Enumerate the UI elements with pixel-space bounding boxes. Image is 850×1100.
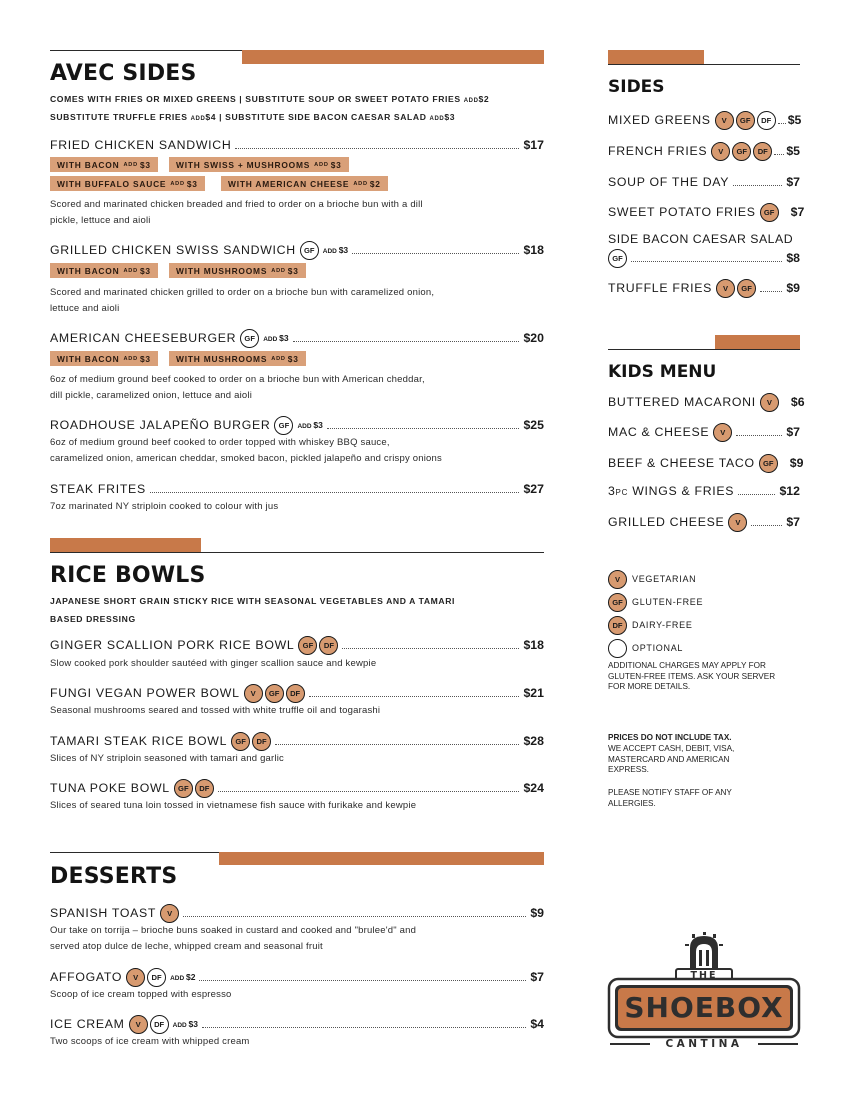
side-item-row2 (608, 248, 800, 268)
item-name: TAMARI STEAK RICE BOWL (50, 734, 228, 748)
accent-bar (219, 852, 544, 865)
dot-leader (738, 494, 775, 495)
gluten-free-badge: GF (608, 593, 627, 612)
dot-leader (631, 261, 782, 262)
item-price: $25 (523, 418, 544, 432)
item-price: $18 (523, 243, 544, 257)
vegetarian-badge: V (129, 1015, 148, 1034)
logo-shoebox: SHOEBOX (624, 991, 784, 1024)
dot-leader (780, 466, 788, 467)
dot-leader (327, 428, 520, 429)
menu-item (50, 685, 544, 701)
item-price: $24 (523, 781, 544, 795)
addon-chip: WITH BACON ADD $3 (50, 351, 158, 366)
item-name: ICE CREAM (50, 1017, 125, 1031)
item-price: $21 (523, 686, 544, 700)
add-label: ADD $3 (172, 1019, 198, 1029)
side-item (608, 280, 800, 296)
item-name: FRIED CHICKEN SANDWICH (50, 138, 232, 152)
item-name: SWEET POTATO FRIES (608, 205, 756, 219)
dot-leader (352, 253, 519, 254)
side-item (608, 112, 800, 128)
dairy-free-badge: DF (150, 1015, 169, 1034)
gluten-free-badge: GF (274, 416, 293, 435)
accent-bar (242, 50, 544, 64)
addon-chip: WITH AMERICAN CHEESE ADD $2 (221, 176, 388, 191)
dot-leader (199, 980, 526, 981)
menu-item (50, 905, 544, 921)
item-name: STEAK FRITES (50, 482, 146, 496)
menu-item (50, 330, 544, 346)
section-title-desserts: DESSERTS (50, 864, 178, 889)
item-description: Scoop of ice cream topped with espresso (50, 989, 232, 1000)
gluten-free-badge: GF (231, 732, 250, 751)
dot-leader (342, 648, 519, 649)
kids-item (608, 394, 805, 410)
item-name: MIXED GREENS (608, 113, 711, 127)
section-subtitle: JAPANESE SHORT GRAIN STICKY RICE WITH SEASONAL VEGETABLES AND A TAMARI BASED DRESSING (50, 596, 456, 624)
side-item (608, 204, 805, 220)
gluten-free-badge: GF (265, 684, 284, 703)
gluten-free-badge: GF (760, 203, 779, 222)
menu-item (50, 1016, 544, 1032)
item-price: $18 (523, 638, 544, 652)
item-name: SPANISH TOAST (50, 906, 157, 920)
logo-the: THE (690, 970, 718, 981)
addon-chip: WITH BACON ADD $3 (50, 263, 158, 278)
item-name: FRENCH FRIES (608, 144, 708, 158)
item-description: Our take on torrija – brioche buns soaked in custard and cooked and "brulee'd" and served atop dulce de leche, whipped cream and seasonal fruit (50, 925, 417, 952)
menu-item (50, 137, 544, 153)
vegetarian-badge: V (728, 513, 747, 532)
dairy-free-badge: DF (252, 732, 271, 751)
dot-leader (774, 154, 784, 155)
item-price: $9 (786, 281, 800, 295)
item-price: $7 (786, 515, 800, 529)
item-price: $7 (786, 425, 800, 439)
vegetarian-badge: V (608, 570, 627, 589)
legend-dairy-free: DF DAIRY-FREE (608, 615, 693, 635)
addon-chip: WITH BUFFALO SAUCE ADD $3 (50, 176, 205, 191)
vegetarian-badge: V (126, 968, 145, 987)
section-subtitle: SUBSTITUTE TRUFFLE FRIES ADD$4 | SUBSTITUTE SIDE BACON CAESAR SALAD ADD$3 (50, 112, 456, 122)
cactus-icon (685, 932, 723, 970)
item-name: TUNA POKE BOWL (50, 781, 170, 795)
dairy-free-badge: DF (757, 111, 776, 130)
item-name: GRILLED CHEESE (608, 515, 725, 529)
legend-optional: OPTIONAL (608, 638, 683, 658)
dot-leader (150, 492, 520, 493)
section-title-avec-sides: AVEC SIDES (50, 61, 197, 86)
item-name: AFFOGATO (50, 970, 123, 984)
item-name: TRUFFLE FRIES (608, 281, 713, 295)
gluten-free-badge: GF (736, 111, 755, 130)
addon-chip: WITH MUSHROOMS ADD $3 (169, 351, 306, 366)
shoebox-cantina-logo (606, 932, 802, 1054)
dairy-free-badge: DF (608, 616, 627, 635)
gluten-free-badge: GF (174, 779, 193, 798)
addon-chip: WITH MUSHROOMS ADD $3 (169, 263, 306, 278)
logo-cantina: CANTINA (665, 1038, 743, 1050)
item-description: Scored and marinated chicken breaded and fried to order on a brioche bun with a dill pickle, lettuce and aioli (50, 199, 423, 226)
menu-item (50, 417, 544, 433)
item-price: $20 (523, 331, 544, 345)
item-price: $7 (530, 970, 544, 984)
menu-item (50, 733, 544, 749)
item-description: 7oz marinated NY striploin cooked to colour with jus (50, 501, 279, 512)
section-subtitle: COMES WITH FRIES OR MIXED GREENS | SUBSTITUTE SOUP OR SWEET POTATO FRIES ADD$2 (50, 94, 490, 104)
tax-payment-note: PRICES DO NOT INCLUDE TAX. WE ACCEPT CASH, DEBIT, VISA, MASTERCARD AND AMERICAN EXPRESS. (608, 733, 735, 775)
gluten-free-badge: GF (732, 142, 751, 161)
dot-leader (778, 123, 786, 124)
item-price: $9 (789, 456, 804, 470)
gluten-free-badge: GF (737, 279, 756, 298)
add-label: ADD $3 (297, 420, 323, 430)
add-label: ADD $3 (263, 333, 289, 343)
item-description: 6oz of medium ground beef cooked to order on a brioche bun with American cheddar, dill pickle, caramelized onion, lettuce and aioli (50, 374, 425, 401)
item-description: Slices of seared tuna loin tossed in vietnamese fish sauce with furikake and kewpie (50, 800, 417, 811)
menu-item (50, 969, 544, 985)
addon-chip: WITH BACON ADD $3 (50, 157, 158, 172)
gluten-free-badge: GF (240, 329, 259, 348)
gluten-free-badge: GF (608, 249, 627, 268)
item-price: $27 (523, 482, 544, 496)
dot-leader (781, 405, 789, 406)
item-name: MAC & CHEESE (608, 425, 710, 439)
dot-leader (309, 696, 520, 697)
dot-leader (235, 148, 519, 149)
item-price: $9 (530, 906, 544, 920)
item-name: AMERICAN CHEESEBURGER (50, 331, 237, 345)
vegetarian-badge: V (244, 684, 263, 703)
side-item (608, 143, 800, 159)
dot-leader (751, 525, 782, 526)
kids-item (608, 455, 804, 471)
kids-item (608, 514, 800, 530)
section-title-rice-bowls: RICE BOWLS (50, 563, 206, 588)
item-name: GINGER SCALLION PORK RICE BOWL (50, 638, 295, 652)
kids-item (608, 424, 800, 440)
addon-chip: WITH SWISS + MUSHROOMS ADD $3 (169, 157, 349, 172)
item-price: $28 (523, 734, 544, 748)
vegetarian-badge: V (760, 393, 779, 412)
dairy-free-badge: DF (319, 636, 338, 655)
item-name: 3PC WINGS & FRIES (608, 484, 735, 498)
section-title-kids-menu: KIDS MENU (608, 362, 717, 382)
item-description: Scored and marinated chicken grilled to order on a brioche bun with caramelized onion, lettuce and aioli (50, 287, 435, 314)
item-description: Slices of NY striploin seasoned with tamari and garlic (50, 753, 284, 764)
vegetarian-badge: V (716, 279, 735, 298)
allergy-note: PLEASE NOTIFY STAFF OF ANY ALLERGIES. (608, 788, 732, 808)
item-description: Seasonal mushrooms seared and tossed with white truffle oil and togarashi (50, 705, 381, 716)
item-name: SIDE BACON CAESAR SALAD (608, 232, 794, 246)
vegetarian-badge: V (713, 423, 732, 442)
item-price: $5 (786, 144, 800, 158)
gluten-free-badge: GF (300, 241, 319, 260)
add-label: ADD $2 (170, 972, 196, 982)
menu-item (50, 481, 544, 497)
section-rule (50, 552, 544, 553)
dairy-free-badge: DF (147, 968, 166, 987)
add-label: ADD $3 (322, 245, 349, 255)
item-price: $4 (530, 1017, 544, 1031)
item-price: $6 (790, 395, 805, 409)
item-price: $7 (790, 205, 805, 219)
item-name: BEEF & CHEESE TACO (608, 456, 755, 470)
dot-leader (202, 1027, 526, 1028)
vegetarian-badge: V (160, 904, 179, 923)
accent-bar (715, 335, 800, 349)
item-description: Two scoops of ice cream with whipped cream (50, 1036, 250, 1047)
item-name: SOUP OF THE DAY (608, 175, 730, 189)
item-description: 6oz of medium ground beef cooked to order topped with whiskey BBQ sauce, caramelized onion, american cheddar, smoked bacon, pickled jalapeño and crispy onions (50, 437, 442, 464)
dairy-free-badge: DF (195, 779, 214, 798)
menu-item (50, 637, 544, 653)
side-item (608, 231, 800, 247)
side-item (608, 174, 800, 190)
dot-leader (218, 791, 520, 792)
section-title-sides: SIDES (608, 77, 665, 97)
menu-item (50, 242, 544, 258)
item-name: ROADHOUSE JALAPEÑO BURGER (50, 418, 271, 432)
dot-leader (183, 916, 526, 917)
section-rule (608, 64, 800, 65)
item-price: $5 (787, 113, 802, 127)
dot-leader (760, 291, 782, 292)
vegetarian-badge: V (711, 142, 730, 161)
dot-leader (733, 185, 782, 186)
gluten-free-badge: GF (298, 636, 317, 655)
item-description: Slow cooked pork shoulder sautéed with ginger scallion sauce and kewpie (50, 658, 377, 669)
dot-leader (781, 215, 789, 216)
dot-leader (275, 744, 519, 745)
dairy-free-badge: DF (286, 684, 305, 703)
accent-bar (608, 50, 704, 64)
kids-item (608, 483, 800, 499)
dot-leader (736, 435, 782, 436)
dairy-free-badge: DF (753, 142, 772, 161)
vegetarian-badge: V (715, 111, 734, 130)
section-rule (608, 349, 800, 350)
item-name: FUNGI VEGAN POWER BOWL (50, 686, 240, 700)
item-price: $8 (786, 251, 800, 265)
item-name: BUTTERED MACARONI (608, 395, 756, 409)
item-price: $17 (523, 138, 544, 152)
menu-item (50, 780, 544, 796)
item-name: GRILLED CHICKEN SWISS SANDWICH (50, 243, 296, 257)
gluten-free-note: ADDITIONAL CHARGES MAY APPLY FOR GLUTEN-FREE ITEMS. ASK YOUR SERVER FOR MORE DETAILS. (608, 661, 776, 691)
accent-bar (50, 538, 201, 552)
legend-gluten-free: GF GLUTEN-FREE (608, 592, 703, 612)
legend-vegetarian: V VEGETARIAN (608, 569, 696, 589)
gluten-free-badge: GF (759, 454, 778, 473)
optional-badge (608, 639, 627, 658)
item-price: $12 (779, 484, 800, 498)
dot-leader (293, 341, 520, 342)
item-price: $7 (786, 175, 800, 189)
